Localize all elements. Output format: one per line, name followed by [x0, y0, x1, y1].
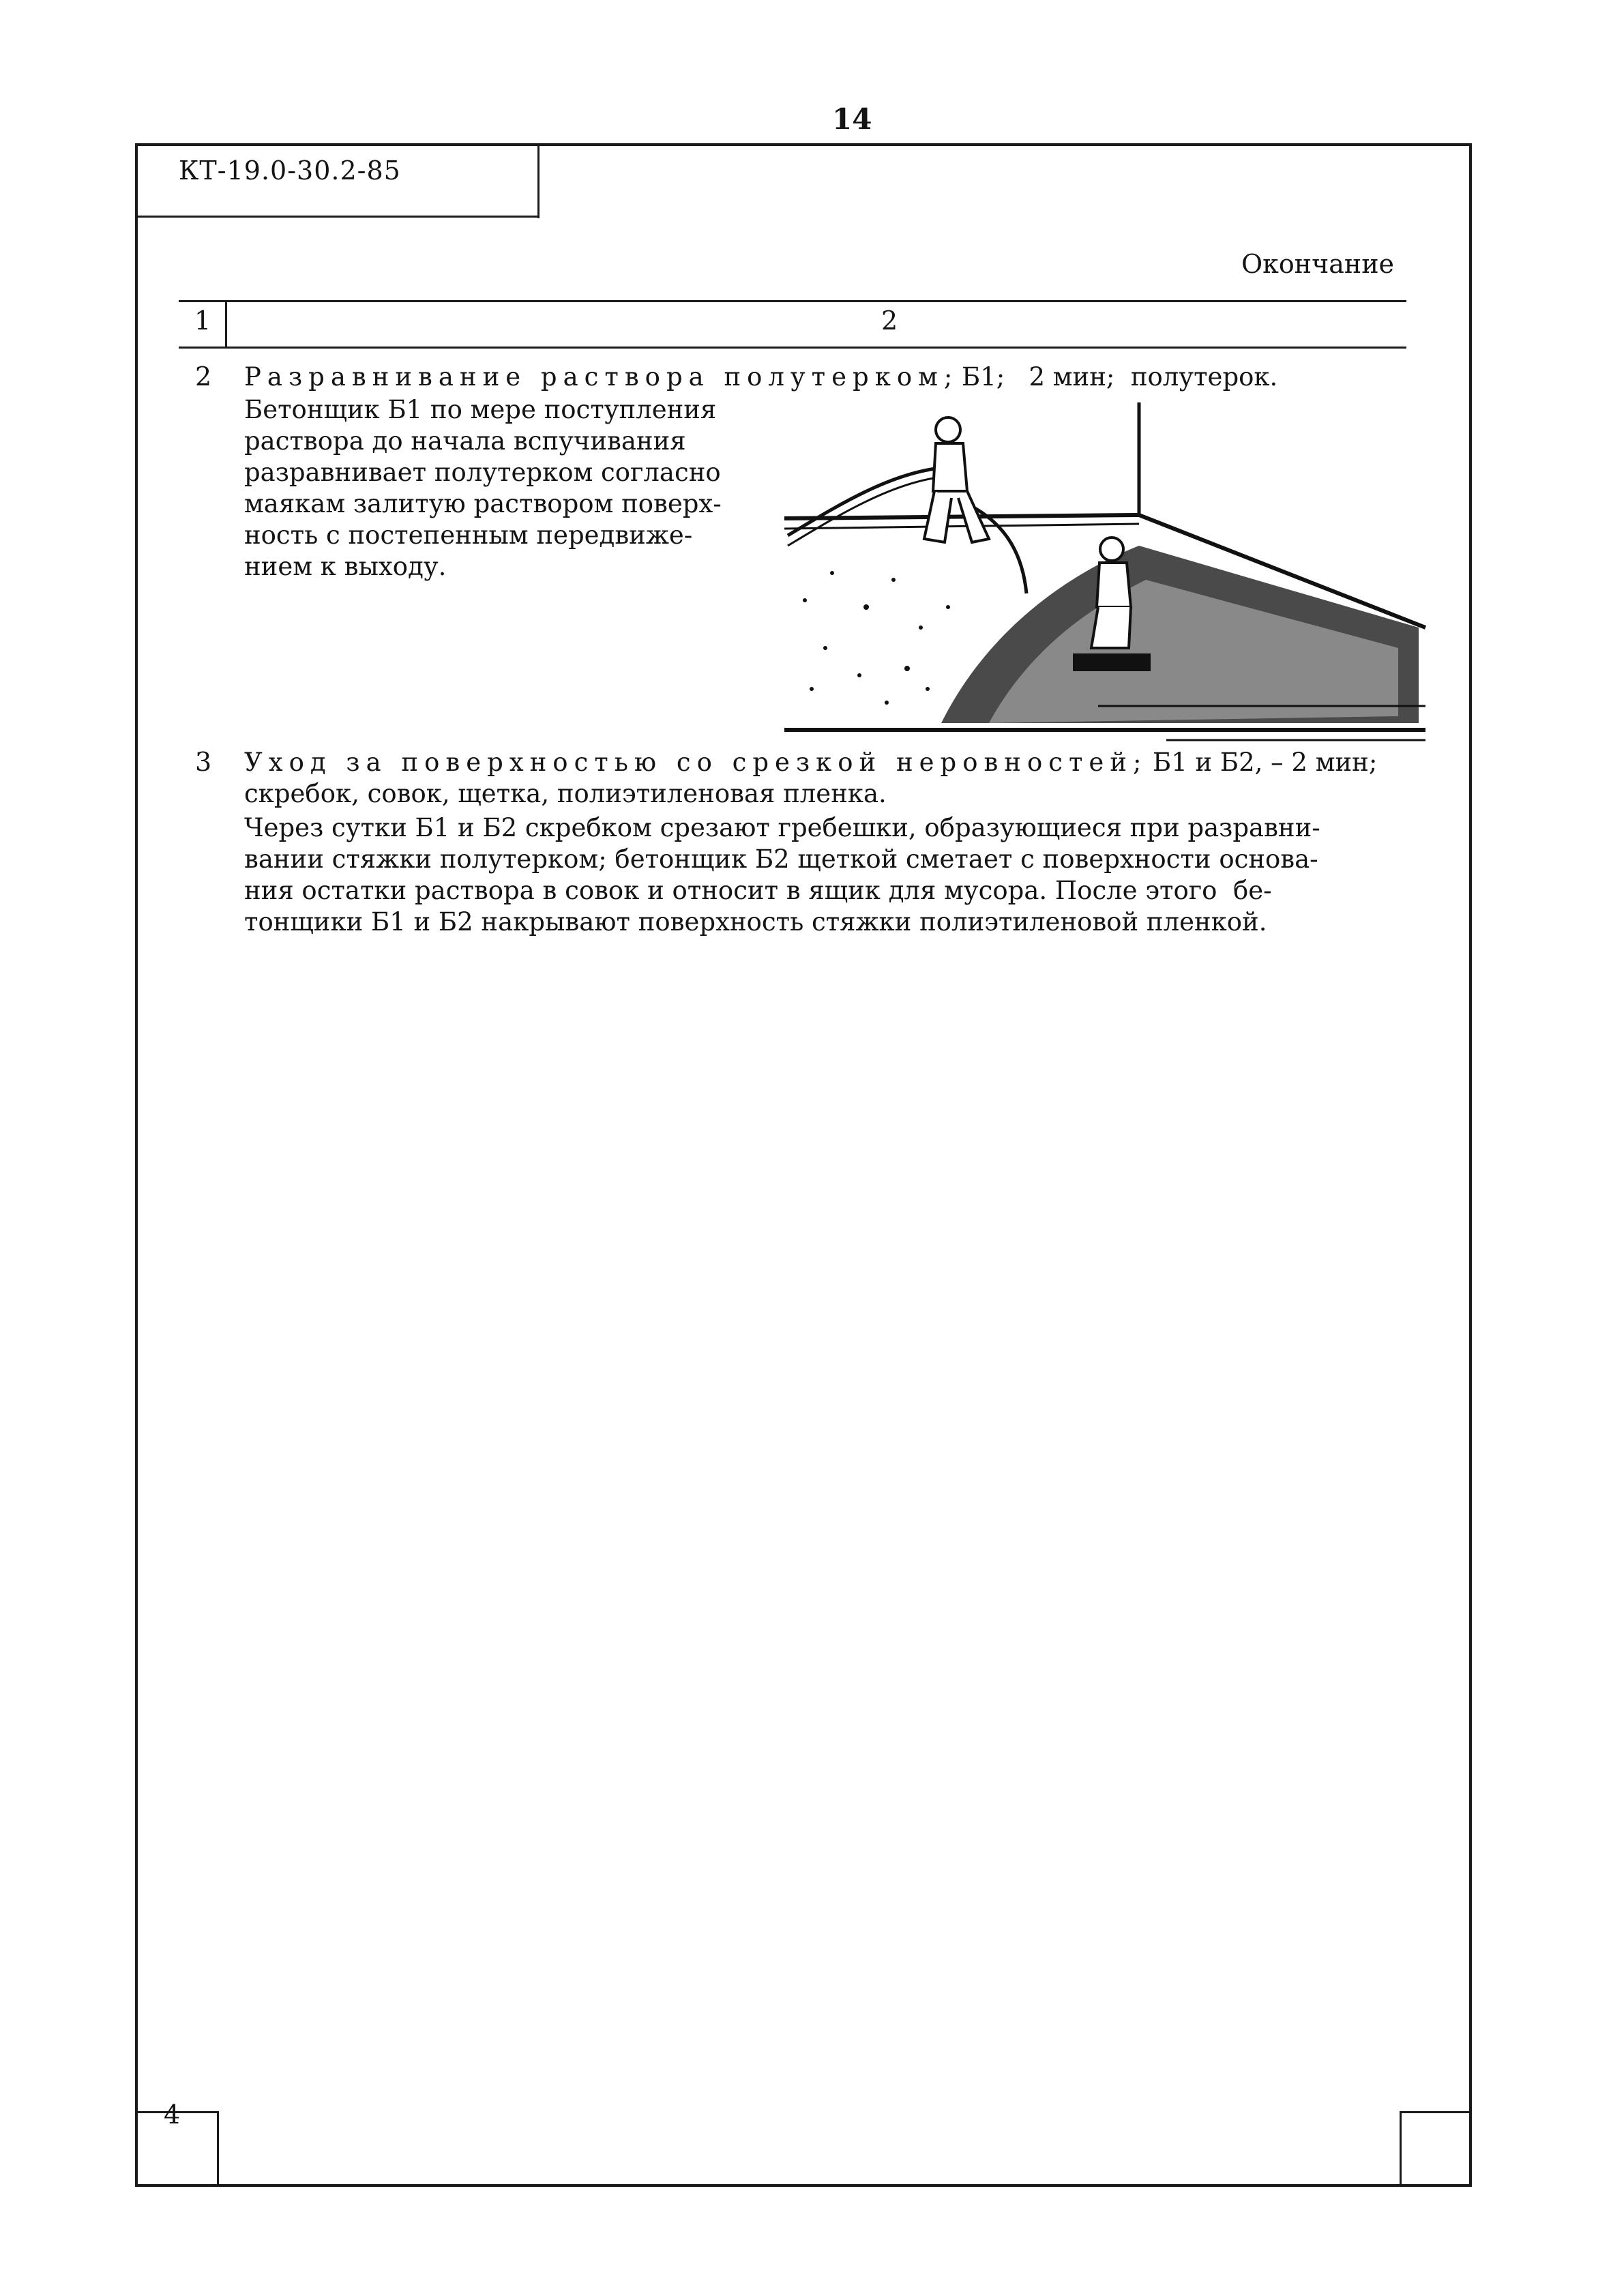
column-header-2: 2 — [881, 306, 898, 336]
frame-bottom — [135, 2184, 1472, 2187]
corner-box-left — [1400, 2111, 1402, 2186]
operation-tools: скребок, совок, щетка, полиэтиленовая пленка. — [244, 779, 887, 808]
operation-meta: Б1 и Б2, – 2 мин; — [1153, 748, 1378, 777]
code-box-right — [537, 143, 540, 218]
operation-meta: Б1; 2 мин; полутерок. — [962, 362, 1278, 392]
operation-body-line: маякам залитую раствором поверх- — [244, 489, 722, 518]
operation-body-line: Через сутки Б1 и Б2 скребком срезают гребешки, образующиеся при разравни- — [244, 813, 1320, 842]
frame-right — [1469, 143, 1472, 2187]
operation-title: Уход за поверхностью со срезкой неровностей; — [244, 748, 1148, 777]
code-box-bottom — [135, 216, 540, 218]
frame-left — [135, 143, 138, 2187]
continuation-label: Окончание — [1241, 249, 1395, 279]
corner-box-top — [1400, 2111, 1470, 2113]
column-header-1: 1 — [194, 306, 211, 336]
sheet-box-right — [217, 2111, 219, 2186]
row-number: 2 — [195, 362, 212, 392]
table-header-top-rule — [179, 300, 1406, 302]
table-column-divider — [225, 300, 227, 348]
document-code: КТ-19.0-30.2-85 — [179, 156, 401, 186]
operation-body-line: нием к выходу. — [244, 552, 447, 581]
operation-title: Разравнивание раствора полутерком; — [244, 362, 959, 392]
operation-body-line: раствора до начала вспучивания — [244, 426, 686, 456]
operation-body-line: вании стяжки полутерком; бетонщик Б2 щеткой сметает с поверхности основа- — [244, 844, 1318, 874]
operation-body-line: разравнивает полутерком согласно — [244, 458, 721, 487]
sheet-number: 4 — [164, 2100, 181, 2130]
page-number: 14 — [832, 102, 872, 136]
screed-leveling-illustration — [784, 402, 1439, 750]
operation-body-line: тонщики Б1 и Б2 накрывают поверхность стяжки полиэтиленовой пленкой. — [244, 907, 1267, 937]
frame-top — [135, 143, 1472, 146]
operation-body-line: Бетонщик Б1 по мере поступления — [244, 395, 717, 424]
operation-body-line: ность с постепенным передвиже- — [244, 520, 693, 550]
operation-body-line: ния остатки раствора в совок и относит в ящик для мусора. После этого бе- — [244, 876, 1272, 905]
table-header-bottom-rule — [179, 347, 1406, 349]
row-number: 3 — [195, 747, 212, 777]
